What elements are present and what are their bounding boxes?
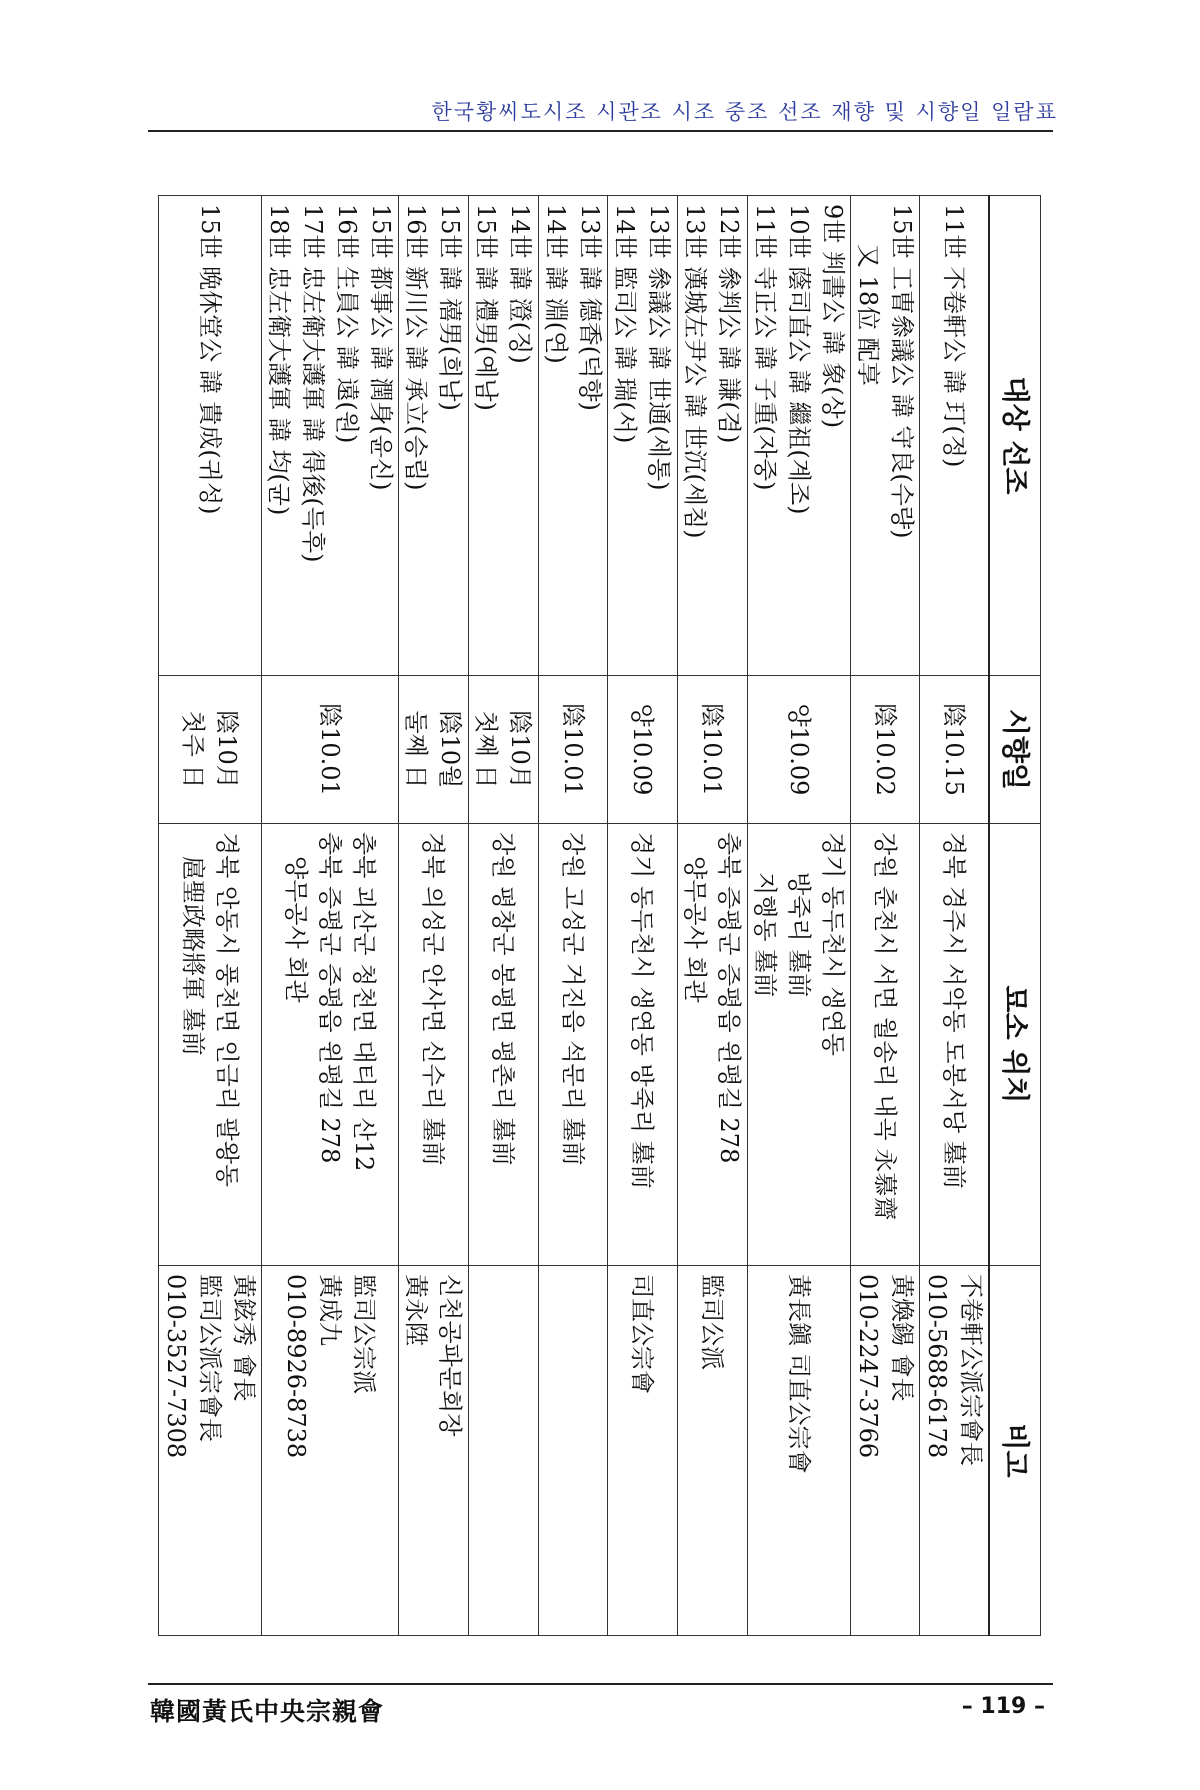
ancestor-cell — [748, 196, 851, 676]
ancestor-line: 15世 晩休堂公 諱 貴成(귀성) — [196, 204, 224, 515]
notes-line: 黃鉉秀 會長 — [230, 1274, 258, 1402]
ancestor-line: 14世 諱 淵(연) — [542, 204, 570, 364]
ritual-date-cell — [539, 676, 608, 824]
notes-cell — [159, 1266, 262, 1636]
table-row — [159, 196, 262, 1636]
ancestor-cell — [608, 196, 678, 676]
table-row — [539, 196, 608, 1636]
ancestor-line: 10世 蔭司直公 諱 繼祖(계조) — [785, 204, 813, 515]
notes-line: 010-3527-7308 — [162, 1274, 190, 1459]
notes-line: 黃成九 — [316, 1274, 344, 1346]
tomb-location-line: 지행동 墓前 — [751, 872, 779, 998]
table-row — [399, 196, 469, 1636]
ritual-date-line: 陰10월 — [436, 710, 465, 789]
ritual-date-line: 陰10.01 — [559, 703, 587, 796]
ancestor-cell — [920, 196, 990, 676]
ancestor-cell — [678, 196, 748, 676]
tomb-location-line: 충북 증평군 증평읍 윈평길 278 — [715, 832, 744, 1164]
tomb-location-line: 경기 동두천시 생연동 — [819, 832, 847, 1056]
notes-cell — [608, 1266, 678, 1636]
page-number: – 119 – — [961, 1694, 1045, 1719]
table-row — [851, 196, 920, 1636]
table-body — [159, 196, 990, 1636]
table-row — [678, 196, 748, 1636]
notes-line: 監司公宗派 — [350, 1274, 378, 1394]
tomb-location-cell — [748, 824, 851, 1266]
ritual-date-cell — [262, 676, 399, 824]
ancestor-cell — [539, 196, 608, 676]
tomb-location-cell — [262, 824, 399, 1266]
page-header-title: 한국황씨도시조 시관조 시조 중조 선조 재향 및 시향일 일람표 — [431, 100, 1058, 124]
ritual-date-line: 양10.09 — [785, 703, 813, 796]
tomb-location-cell — [678, 824, 748, 1266]
notes-line: 黃永陞 — [402, 1274, 431, 1346]
ritual-date-cell — [920, 676, 990, 824]
ritual-date-cell — [159, 676, 262, 824]
tomb-location-line: 방죽리 墓前 — [785, 872, 813, 998]
ritual-date-cell — [399, 676, 469, 824]
ancestor-line: 15世 諱 禮男(예남) — [472, 204, 501, 411]
ritual-date-line: 첫주 日 — [179, 710, 207, 789]
table-row — [608, 196, 678, 1636]
notes-cell — [851, 1266, 920, 1636]
footer-organization: 韓國黃氏中央宗親會 — [150, 1697, 385, 1726]
tomb-location-cell — [608, 824, 678, 1266]
table-row — [262, 196, 399, 1636]
ritual-date-line: 둘째 日 — [402, 710, 431, 789]
notes-cell — [399, 1266, 469, 1636]
tomb-location-cell — [920, 824, 990, 1266]
notes-line: 監司公派宗會長 — [196, 1274, 224, 1442]
table-row — [469, 196, 539, 1636]
tomb-location-line: 양무공사 회관 — [282, 856, 310, 1003]
notes-line: 신천공파문회장 — [436, 1274, 465, 1437]
ancestor-cell — [262, 196, 399, 676]
ritual-date-line: 陰10.01 — [698, 703, 727, 796]
notes-cell — [748, 1266, 851, 1636]
column-header-notes: 비고 — [989, 1266, 1041, 1636]
tomb-location-line: 강원 춘천시 서면 월송리 내곡 永慕齋 — [871, 832, 899, 1221]
ritual-date-line: 陰10月 — [506, 710, 535, 789]
tomb-location-line: 경북 경주시 서악동 도봉서당 墓前 — [940, 832, 968, 1189]
ancestor-line: 15世 都事公 諱 潤身(윤신) — [367, 204, 395, 491]
notes-line: 010-5688-6178 — [923, 1274, 951, 1459]
notes-line: 010-2247-3766 — [854, 1274, 882, 1459]
header-rule — [148, 130, 1053, 132]
tomb-location-line: 경기 동두천시 생연동 방죽리 墓前 — [628, 832, 657, 1189]
ritual-date-cell — [608, 676, 678, 824]
column-header-ancestors: 대상 선조 — [989, 196, 1041, 676]
rotated-table-container — [162, 195, 1041, 1635]
notes-cell — [678, 1266, 748, 1636]
ritual-date-line: 陰10.01 — [316, 703, 344, 796]
ancestor-cell — [399, 196, 469, 676]
ritual-date-line: 陰10月 — [213, 710, 241, 789]
ritual-date-cell — [851, 676, 920, 824]
tomb-location-cell — [159, 824, 262, 1266]
tomb-location-line: 扈聖政略將軍 墓前 — [179, 856, 207, 1056]
notes-line: 司直公宗會 — [628, 1274, 657, 1394]
tomb-location-line: 경북 안동시 풍천면 인금리 팔왕동 — [213, 832, 241, 1188]
tomb-location-line: 경북 의성군 안사면 신수리 墓前 — [419, 832, 448, 1166]
tomb-location-cell — [469, 824, 539, 1266]
ritual-date-line: 첫째 日 — [472, 710, 501, 789]
ancestor-cell — [851, 196, 920, 676]
ritual-date-line: 陰10.02 — [871, 703, 899, 796]
tomb-location-line: 충북 증평군 증평읍 윈평길 278 — [316, 832, 344, 1164]
notes-cell — [920, 1266, 990, 1636]
ancestor-line: 12世 叅判公 諱 謙(겸) — [715, 204, 744, 444]
ancestor-line: 16世 新川公 諱 承立(승립) — [402, 204, 431, 491]
ancestor-line: 15世 諱 禧男(희남) — [436, 204, 465, 411]
notes-line: 黃煥錫 會長 — [888, 1274, 916, 1402]
tomb-location-cell — [851, 824, 920, 1266]
tomb-location-line: 충북 괴산군 청천면 대티리 산12 — [350, 832, 378, 1172]
ancestor-cell — [469, 196, 539, 676]
ancestor-line: 13世 叅議公 諱 世通(세통) — [645, 204, 674, 491]
tomb-location-line: 양무공사 회관 — [681, 856, 710, 1003]
ancestor-line: 14世 諱 澄(징) — [506, 204, 535, 364]
tomb-location-line: 강원 고성군 거진읍 석문리 墓前 — [559, 832, 587, 1166]
notes-cell — [539, 1266, 608, 1636]
ancestor-ritual-table — [158, 195, 1041, 1636]
notes-line: 不卷軒公派宗會長 — [957, 1274, 985, 1466]
ritual-date-line: 양10.09 — [628, 703, 657, 796]
ancestor-line: 17世 忠左衛大護軍 諱 得後(득후) — [299, 204, 327, 563]
ritual-date-cell — [469, 676, 539, 824]
notes-line: 黃長鎭 司直公宗會 — [785, 1274, 813, 1474]
column-header-ritual-date: 시향일 — [989, 676, 1041, 824]
ancestor-line: 11世 不卷軒公 諱 玎(정) — [940, 204, 968, 468]
ancestor-line: 15世 工曺叅議公 諱 守良(수량) — [888, 204, 916, 539]
ancestor-line: 又 18位 配享 — [854, 244, 882, 386]
ancestor-line: 13世 諱 德香(덕향) — [576, 204, 604, 411]
ancestor-line: 11世 寺正公 諱 子重(자중) — [751, 204, 779, 491]
notes-line: 010-8926-8738 — [282, 1274, 310, 1459]
ancestor-line: 16世 生員公 諱 遠(원) — [333, 204, 361, 444]
column-header-tomb-location: 묘소 위치 — [989, 824, 1041, 1266]
notes-cell — [262, 1266, 399, 1636]
ritual-date-cell — [748, 676, 851, 824]
notes-line: 監司公派 — [698, 1274, 727, 1370]
ancestor-line: 9世 判書公 諱 象(상) — [819, 204, 847, 429]
ritual-date-cell — [678, 676, 748, 824]
ancestor-line: 14世 監司公 諱 瑞(서) — [611, 204, 640, 444]
table-header-row — [989, 196, 1041, 1636]
table-row — [920, 196, 990, 1636]
ancestor-line: 18世 忠左衛大護軍 諱 均(균) — [265, 204, 293, 516]
footer-rule — [148, 1683, 1053, 1685]
tomb-location-cell — [399, 824, 469, 1266]
ancestor-line: 13世 漢城左尹公 諱 世沉(세침) — [681, 204, 710, 539]
ritual-date-line: 陰10.15 — [940, 703, 968, 796]
table-row — [748, 196, 851, 1636]
tomb-location-line: 강원 평창군 봉평면 평촌리 墓前 — [489, 832, 518, 1166]
tomb-location-cell — [539, 824, 608, 1266]
notes-cell — [469, 1266, 539, 1636]
ancestor-cell — [159, 196, 262, 676]
